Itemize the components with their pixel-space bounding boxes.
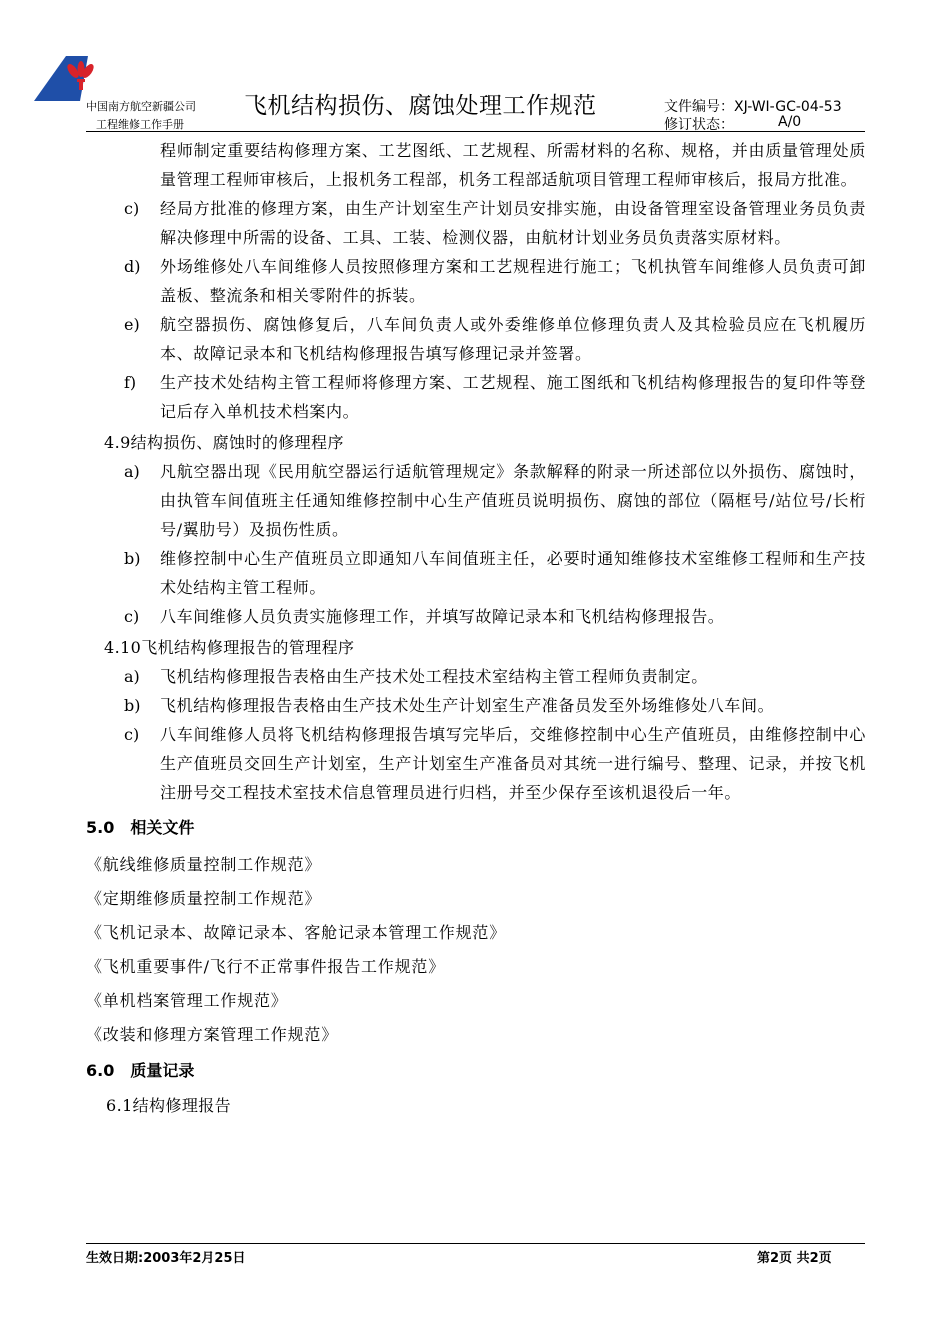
list-marker: b) <box>124 549 141 568</box>
list-item <box>86 310 866 368</box>
company-logo <box>30 50 100 102</box>
list-marker: f) <box>124 373 137 392</box>
list-item <box>86 368 866 426</box>
list-item <box>86 194 866 252</box>
list-marker: c) <box>124 725 140 744</box>
effective-date: 生效日期:2003年2月25日 <box>86 1251 246 1266</box>
list-marker: a) <box>124 667 140 686</box>
subsection-4-9-heading: 4.9结构损伤、腐蚀时的修理程序 <box>104 433 344 452</box>
list-text: 维修控制中心生产值班员立即通知八车间值班主任，必要时通知维修技术室维修工程师和生产技术处结构主管工程师。 <box>160 549 866 597</box>
header-divider <box>86 131 865 132</box>
document-number: 文件编号：XJ-WI-GC-04-53 <box>664 99 842 115</box>
list-marker: c) <box>124 199 140 218</box>
list-text: 飞机结构修理报告表格由生产技术处生产计划室生产准备员发至外场维修处八车间。 <box>160 696 775 715</box>
subsection-6-1-heading: 6.1结构修理报告 <box>106 1096 232 1115</box>
revision-label: 修订状态： <box>664 117 734 133</box>
list-item <box>86 544 866 602</box>
org-name: 中国南方航空新疆公司 <box>86 100 196 113</box>
related-doc-item: 《飞机记录本、故障记录本、客舱记录本管理工作规范》 <box>86 923 507 942</box>
related-doc-item: 《定期维修质量控制工作规范》 <box>86 889 322 908</box>
list-marker: d) <box>124 257 141 276</box>
related-doc-item: 《改装和修理方案管理工作规范》 <box>86 1025 339 1044</box>
list-text: 八车间维修人员负责实施修理工作，并填写故障记录本和飞机结构修理报告。 <box>160 607 725 626</box>
section-6-heading: 6.0 质量记录 <box>86 1061 195 1080</box>
list-item <box>86 602 866 631</box>
related-doc-item: 《飞机重要事件/飞行不正常事件报告工作规范》 <box>86 957 445 976</box>
list-item <box>86 691 866 720</box>
list-item <box>86 662 866 691</box>
footer-divider <box>86 1243 865 1244</box>
document-body <box>86 136 866 1120</box>
list-item <box>86 457 866 544</box>
list-marker: e) <box>124 315 140 334</box>
related-doc-item: 《单机档案管理工作规范》 <box>86 991 288 1010</box>
revision-value: A/0 <box>778 114 802 130</box>
list-text: 外场维修处八车间维修人员按照修理方案和工艺规程进行施工；飞机执管车间维修人员负责可卸盖板、整流条和相关零附件的拆装。 <box>160 257 866 305</box>
continuation-paragraph: 程师制定重要结构修理方案、工艺图纸、工艺规程、所需材料的名称、规格，并由质量管理处质量管理工程师审核后，上报机务工程部，机务工程部适航项目管理工程师审核后，报局方批准。 <box>160 141 866 189</box>
list-text: 航空器损伤、腐蚀修复后，八车间负责人或外委维修单位修理负责人及其检验员应在飞机履历本、故障记录本和飞机结构修理报告填写修理记录并签署。 <box>160 315 866 363</box>
list-marker: c) <box>124 607 140 626</box>
subsection-4-10-heading: 4.10飞机结构修理报告的管理程序 <box>104 638 355 657</box>
list-text: 凡航空器出现《民用航空器运行适航管理规定》条款解释的附录一所述部位以外损伤、腐蚀时，由执管车间值班主任通知维修控制中心生产值班员说明损伤、腐蚀的部位（隔框号/站位号/长桁号/翼肋号）及损伤性质。 <box>160 462 866 539</box>
list-text: 生产技术处结构主管工程师将修理方案、工艺规程、施工图纸和飞机结构修理报告的复印件等登记后存入单机技术档案内。 <box>160 373 866 421</box>
list-marker: b) <box>124 696 141 715</box>
list-item <box>86 720 866 807</box>
document-title: 飞机结构损伤、腐蚀处理工作规范 <box>244 93 597 119</box>
list-marker: a) <box>124 462 140 481</box>
section-5-heading: 5.0 相关文件 <box>86 818 195 837</box>
list-text: 飞机结构修理报告表格由生产技术处工程技术室结构主管工程师负责制定。 <box>160 667 708 686</box>
list-text: 八车间维修人员将飞机结构修理报告填写完毕后，交维修控制中心生产值班员，由维修控制中心生产值班员交回生产计划室，生产计划室生产准备员对其统一进行编号、整理、记录，并按飞机注册号交工程技术室技术信息管理员进行归档，并至少保存至该机退役后一年。 <box>160 725 866 802</box>
page-number: 第2页 共2页 <box>757 1251 832 1266</box>
related-doc-item: 《航线维修质量控制工作规范》 <box>86 855 322 874</box>
list-item <box>86 252 866 310</box>
manual-name: 工程维修工作手册 <box>96 118 184 131</box>
list-text: 经局方批准的修理方案，由生产计划室生产计划员安排实施，由设备管理室设备管理业务员负责解决修理中所需的设备、工具、工装、检测仪器，由航材计划业务员负责落实原材料。 <box>160 199 866 247</box>
